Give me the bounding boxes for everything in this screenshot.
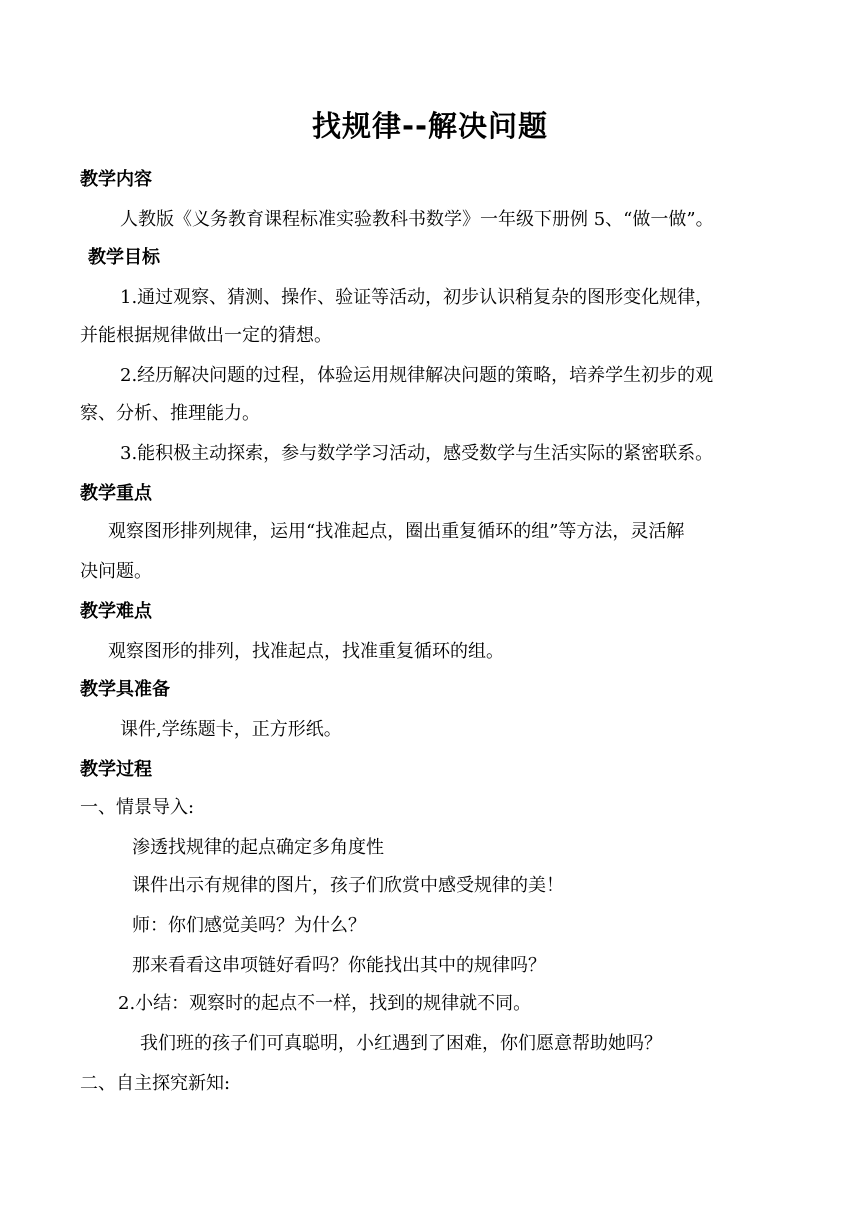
process-paragraph-6: 我们班的孩子们可真聪明，小红遇到了困难，你们愿意帮助她吗？ [140,1033,662,1054]
heading-key-points: 教学重点 [80,483,152,504]
process-paragraph-4: 那来看看这串项链好看吗？你能找出其中的规律吗？ [132,955,546,976]
process-paragraph-3: 师：你们感觉美吗？为什么？ [132,915,366,936]
document-title: 找规律--解决问题 [311,109,549,143]
key-points-line-2: 决问题。 [80,561,152,582]
goal-1-line-1: 1.通过观察、猜测、操作、验证等活动，初步认识稍复杂的图形变化规律， [120,287,714,308]
process-paragraph-2: 课件出示有规律的图片，孩子们欣赏中感受规律的美！ [132,875,564,896]
process-paragraph-5: 2.小结：观察时的起点不一样，找到的规律就不同。 [118,993,532,1014]
process-part-1-heading: 一、情景导入: [80,797,195,818]
heading-teaching-process: 教学过程 [80,759,152,780]
process-paragraph-1: 渗透找规律的起点确定多角度性 [132,837,384,858]
process-part-2-heading: 二、自主探究新知: [80,1073,231,1094]
difficulties-text: 观察图形的排列，找准起点，找准重复循环的组。 [108,641,504,662]
goal-2-line-1: 2.经历解决问题的过程，体验运用规律解决问题的策略，培养学生初步的观 [120,365,714,386]
heading-teaching-goals: 教学目标 [88,247,160,268]
goal-2-line-2: 察、分析、推理能力。 [80,403,260,424]
heading-teaching-prep: 教学具准备 [80,679,170,700]
heading-difficulties: 教学难点 [80,601,152,622]
key-points-line-1: 观察图形排列规律，运用“找准起点，圈出重复循环的组”等方法，灵活解 [108,521,685,542]
goal-3: 3.能积极主动探索，参与数学学习活动，感受数学与生活实际的紧密联系。 [120,443,714,464]
goal-1-line-2: 并能根据规律做出一定的猜想。 [80,325,332,346]
heading-teaching-content: 教学内容 [80,169,152,190]
teaching-content-text: 人教版《义务教育课程标准实验教科书数学》一年级下册例 5、“做一做”。 [120,209,714,230]
teaching-prep-text: 课件,学练题卡，正方形纸。 [120,719,342,740]
